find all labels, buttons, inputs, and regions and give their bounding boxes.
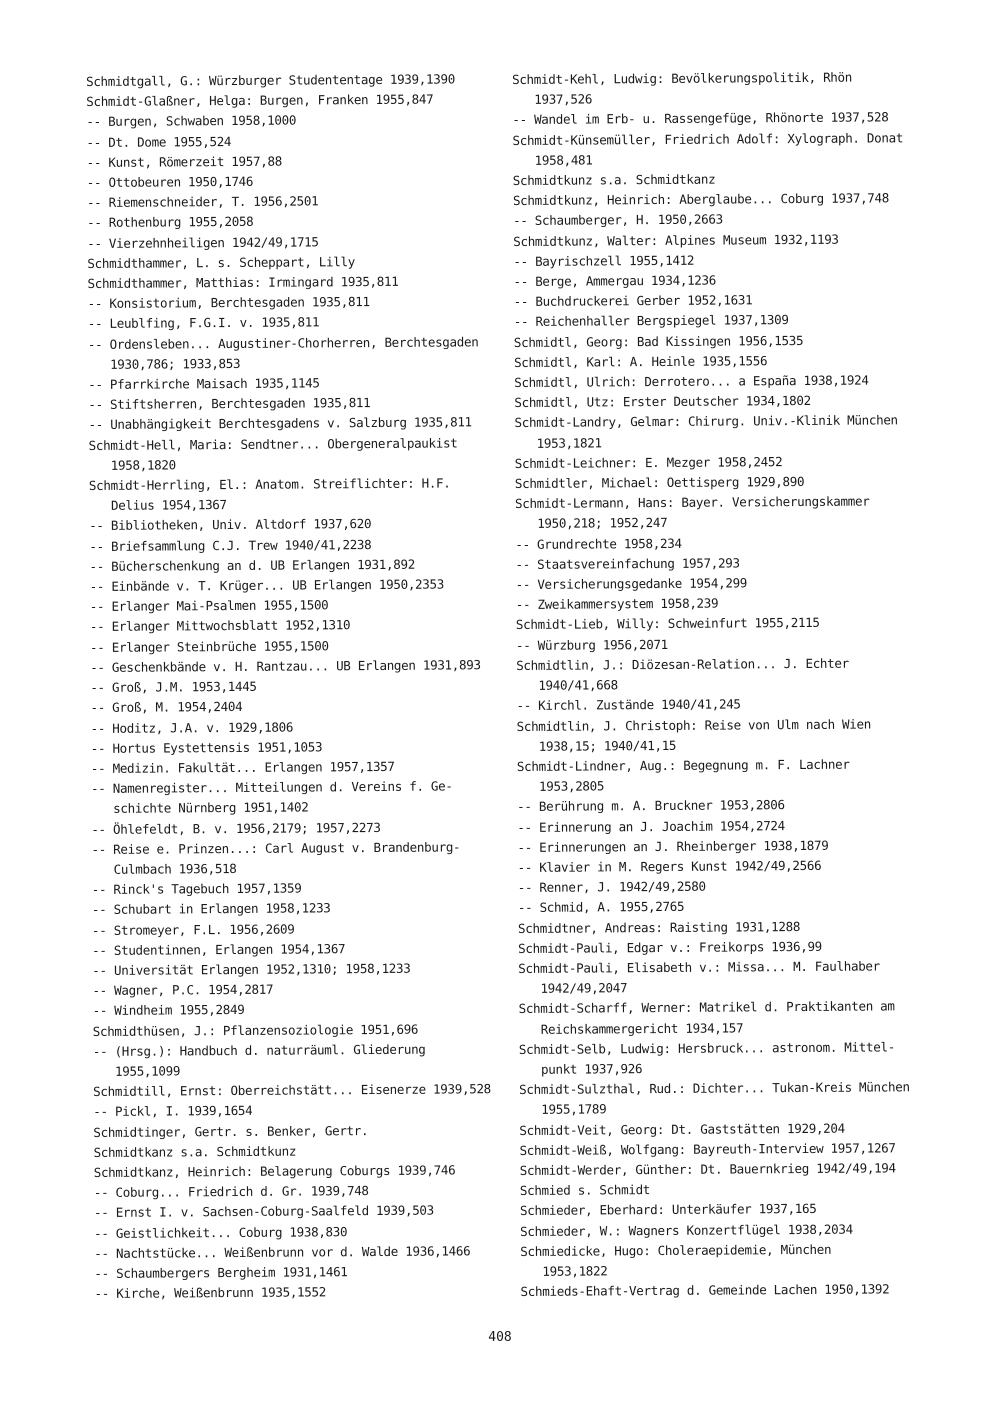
entry-text: Schmidthüsen, J.: Pflanzensoziologie 1951,696 [92, 1021, 419, 1039]
entry-text: -- Leublfing, F.G.I. v. 1935,811 [87, 314, 320, 332]
index-entry [514, 330, 914, 353]
entry-text: -- Berührung m. A. Bruckner 1953,2806 [517, 797, 785, 815]
index-subentry [94, 1241, 504, 1264]
entry-continuation: Culmbach 1936,518 [113, 860, 237, 877]
page-number: 408 [488, 1330, 512, 1345]
entry-text: Schmidtinger, Gertr. s. Benker, Gertr. [93, 1122, 369, 1140]
entry-text: -- Ottobeuren 1950,1746 [86, 173, 254, 191]
entry-text: -- Groß, M. 1954,2404 [90, 699, 243, 716]
index-subentry [94, 1261, 504, 1284]
entry-text: -- Rothenburg 1955,2058 [87, 214, 254, 231]
entry-text: Schmidtkunz s.a. Schmidtkanz [512, 171, 716, 189]
index-entry [93, 1079, 503, 1102]
index-entry [514, 411, 914, 454]
entry-text: Schmidt-Lieb, Willy: Schweinfurt 1955,2115 [515, 615, 820, 633]
entry-text: -- Grundrechte 1958,234 [515, 535, 682, 552]
index-subentry [92, 918, 502, 941]
index-subentry [87, 211, 497, 234]
index-subentry [87, 170, 497, 193]
entry-continuation: 1937,526 [534, 91, 593, 108]
entry-text: -- Erlanger Steinbrüche 1955,1500 [89, 638, 329, 655]
index-subentry [94, 1221, 504, 1244]
index-subentry [89, 514, 499, 537]
index-entry [89, 473, 499, 516]
entry-text: Schmidthammer, Matthias: Irmingard 1935,811 [87, 273, 399, 292]
index-entry [515, 451, 915, 474]
index-subentry [515, 532, 915, 555]
entry-text: Schmidtler, Michael: Oettisperg 1929,890 [514, 474, 805, 492]
index-subentry [93, 1099, 503, 1122]
index-entry [520, 1158, 920, 1181]
entry-text: -- Schmid, A. 1955,2765 [517, 899, 685, 916]
entry-text: -- Geistlichkeit... Coburg 1938,830 [94, 1223, 348, 1241]
entry-continuation: 1942/49,2047 [540, 980, 628, 996]
entry-text: Schmidtl, Utz: Erster Deutscher 1934,1802 [514, 393, 811, 411]
entry-text: Schmidtkanz s.a. Schmidtkunz [93, 1143, 297, 1160]
index-entry [518, 956, 918, 999]
entry-text: Schmieder, Eberhard: Unterkäufer 1937,165 [519, 1201, 817, 1219]
index-subentry [90, 695, 500, 718]
index-entry [514, 370, 914, 393]
entry-text: Schmidt-Lindner, Aug.: Begegnung m. F. Lachner [516, 756, 850, 774]
entry-text: -- Schubart in Erlangen 1958,1233 [91, 900, 331, 918]
entry-text: Schmidt-Kehl, Ludwig: Bevölkerungspolitik, Rhön [512, 69, 853, 87]
index-subentry [87, 231, 497, 254]
index-subentry [517, 815, 917, 838]
entry-text: -- Kunst, Römerzeit 1957,88 [86, 153, 282, 170]
entry-text: Schmidtkunz, Heinrich: Aberglaube... Coburg 1937,748 [512, 190, 890, 209]
entry-text: -- Medizin. Fakultät... Erlangen 1957,1357 [90, 758, 395, 776]
index-subentry [91, 837, 501, 880]
index-entry [512, 67, 912, 110]
index-subentry [517, 835, 917, 858]
entry-text: -- Konsistorium, Berchtesgaden 1935,811 [87, 294, 370, 312]
index-subentry [513, 269, 913, 292]
index-subentry [92, 998, 502, 1021]
index-subentry [88, 291, 498, 314]
index-entry [516, 653, 916, 696]
index-subentry [89, 534, 499, 557]
entry-continuation: schichte Nürnberg 1951,1402 [113, 799, 309, 817]
entry-continuation: 1955,1099 [114, 1063, 181, 1079]
entry-text: -- Renner, J. 1942/49,2580 [517, 878, 706, 896]
entry-text: -- Stiftsherren, Berchtesgaden 1935,811 [88, 395, 371, 413]
entry-text: Schmieds-Ehaft-Vertrag d. Gemeinde Lachen 1950,1392 [520, 1281, 890, 1300]
entry-text: -- Buchdruckerei Gerber 1952,1631 [513, 292, 753, 310]
index-subentry [86, 110, 496, 133]
entry-text: Schmied s. Schmidt [519, 1182, 651, 1199]
index-entry [515, 491, 915, 534]
entry-continuation: 1955,1789 [541, 1101, 607, 1118]
index-subentry [518, 896, 918, 919]
index-entry [93, 1120, 503, 1143]
index-entry [94, 1160, 504, 1183]
entry-text: -- Erlanger Mittwochsblatt 1952,1310 [89, 617, 351, 635]
entry-text: Schmidtkunz, Walter: Alpines Museum 1932,1193 [513, 231, 839, 249]
index-subentry [88, 392, 498, 415]
entry-text: Schmidt-Scharff, Werner: Matrikel d. Praktikanten am [518, 998, 895, 1017]
index-entry [518, 916, 918, 939]
entry-text: Schmidt-Hell, Maria: Sendtner... Obergeneralpaukist [88, 435, 458, 453]
entry-text: Schmidtl, Karl: A. Heinle 1935,1556 [513, 353, 768, 370]
index-subentry [94, 1180, 504, 1203]
index-subentry [516, 693, 916, 716]
entry-continuation: Reichskammergericht 1934,157 [540, 1019, 744, 1037]
index-subentry [90, 615, 500, 638]
entry-text: -- Ernst I. v. Sachsen-Coburg-Saalfeld 1939,503 [93, 1202, 434, 1221]
index-entry [87, 251, 497, 274]
entry-text: -- Nachtstücke... Weißenbrunn vor d. Walde 1936,1466 [94, 1243, 471, 1261]
index-entry [518, 936, 918, 959]
entry-text: -- Reichenhaller Bergspiegel 1937,1309 [513, 312, 789, 330]
index-entry [518, 997, 918, 1040]
index-subentry [512, 108, 912, 131]
entry-text: -- Schaumberger, H. 1950,2663 [513, 211, 723, 229]
index-entry [519, 1037, 919, 1080]
index-entry [520, 1279, 920, 1302]
entry-text: Schmidt-Künsemüller, Friedrich Adolf: Xylograph. Donat [512, 129, 904, 148]
entry-text: Schmidt-Werder, Günther: Dt. Bauernkrieg 1942/49,194 [519, 1160, 896, 1178]
entry-text: -- Hoditz, J.A. v. 1929,1806 [90, 719, 294, 736]
entry-text: -- Reise e. Prinzen...: Carl August v. Brandenburg- [91, 839, 461, 857]
index-subentry [90, 574, 500, 597]
entry-text: -- Pfarrkirche Maisach 1935,1145 [88, 375, 320, 393]
index-subentry [516, 633, 916, 656]
entry-text: -- Zweikammersystem 1958,239 [515, 595, 719, 613]
index-entry [87, 271, 497, 294]
left-index-column [86, 69, 505, 1304]
entry-text: -- Riemenschneider, T. 1956,2501 [86, 193, 319, 211]
entry-text: -- Klavier in M. Regers Kunst 1942/49,2566 [517, 857, 822, 875]
index-subentry [92, 958, 502, 981]
entry-text: -- Rinck's Tagebuch 1957,1359 [91, 880, 302, 898]
entry-text: -- Groß, J.M. 1953,1445 [90, 678, 257, 696]
index-entry [89, 433, 499, 476]
entry-continuation: 1953,2805 [538, 778, 605, 794]
index-subentry [516, 592, 916, 615]
entry-text: Schmidt-Herrling, El.: Anatom. Streiflichter: H.F. [88, 475, 451, 494]
entry-text: -- Wagner, P.C. 1954,2817 [92, 981, 274, 999]
index-entry [93, 1019, 503, 1042]
entry-text: Schmidtkanz, Heinrich: Belagerung Coburgs 1939,746 [93, 1162, 456, 1180]
entry-text: Schmidtlin, J.: Diözesan-Relation... J. Echter [516, 655, 849, 673]
index-entry [513, 168, 913, 191]
entry-text: -- Namenregister... Mitteilungen d. Vereins f. Ge- [90, 778, 453, 797]
index-subentry [88, 332, 498, 375]
index-subentry [91, 817, 501, 840]
index-entry [514, 350, 914, 373]
entry-text: -- Berge, Ammergau 1934,1236 [513, 272, 717, 290]
index-subentry [87, 190, 497, 213]
entry-text: -- Vierzehnheiligen 1942/49,1715 [87, 234, 319, 251]
index-subentry [518, 875, 918, 898]
index-entry [86, 69, 496, 92]
index-subentry [88, 413, 498, 436]
entry-continuation: 1958,1820 [110, 457, 176, 473]
entry-text: -- Erlanger Mai-Psalmen 1955,1500 [89, 597, 329, 615]
entry-text: -- Briefsammlung C.J. Trew 1940/41,2238 [89, 536, 372, 554]
entry-text: -- Ordensleben... Augustiner-Chorherren, Berchtesgaden [87, 333, 479, 352]
index-subentry [516, 572, 916, 595]
entry-text: Schmiedicke, Hugo: Choleraepidemie, München [520, 1241, 832, 1259]
index-subentry [518, 855, 918, 878]
entry-text: -- Burgen, Schwaben 1958,1000 [86, 112, 297, 130]
entry-text: Schmidt-Selb, Ludwig: Hersbruck... astronom. Mittel- [518, 1039, 895, 1057]
entry-text: Schmidt-Sulzthal, Rud.: Dichter... Tukan-Kreis München [519, 1079, 910, 1098]
index-subentry [90, 594, 500, 617]
entry-text: -- Bücherschenkung an d. UB Erlangen 1931,892 [89, 556, 415, 574]
entry-text: Schmidt-Lermann, Hans: Bayer. Versicherungskammer [514, 493, 870, 512]
entry-text: -- Schaumbergers Bergheim 1931,1461 [94, 1264, 348, 1281]
index-entry [513, 229, 913, 252]
index-subentry [88, 312, 498, 335]
index-entry [517, 714, 917, 757]
entry-text: -- Kirche, Weißenbrunn 1935,1552 [94, 1284, 327, 1302]
index-entry [513, 188, 913, 211]
index-subentry [90, 675, 500, 698]
entry-text: Schmidtgall, G.: Würzburger Studententage 1939,1390 [86, 71, 455, 89]
index-subentry [92, 897, 502, 920]
entry-text: -- Versicherungsgedanke 1954,299 [515, 575, 748, 593]
entry-text: Schmieder, W.: Wagners Konzertflügel 1938,2034 [520, 1221, 853, 1239]
entry-continuation: 1930,786; 1933,853 [109, 355, 241, 372]
index-subentry [91, 756, 501, 779]
entry-continuation: 1953,1821 [536, 435, 602, 451]
entry-text: -- Wandel im Erb- u. Rassengefüge, Rhönorte 1937,528 [512, 109, 889, 128]
entry-text: -- (Hrsg.): Handbuch d. naturräuml. Gliederung [92, 1041, 426, 1059]
entry-continuation: 1940/41,668 [538, 677, 618, 693]
index-subentry [91, 716, 501, 739]
entry-text: -- Hortus Eystettensis 1951,1053 [90, 739, 323, 756]
entry-text: -- Dt. Dome 1955,524 [86, 133, 232, 150]
index-subentry [94, 1281, 504, 1304]
entry-text: -- Unabhängigkeit Berchtesgadens v. Salzburg 1935,811 [88, 414, 472, 433]
index-subentry [86, 130, 496, 153]
index-entry [519, 1077, 919, 1120]
index-entry [93, 1140, 503, 1163]
entry-text: -- Würzburg 1956,2071 [515, 636, 668, 653]
index-subentry [90, 655, 500, 678]
entry-text: Schmidt-Pauli, Elisabeth v.: Missa... M. Faulhaber [518, 958, 880, 976]
index-entry [519, 1118, 919, 1141]
entry-text: -- Einbände v. T. Krüger... UB Erlangen 1950,2353 [89, 576, 445, 595]
index-entry [515, 471, 915, 494]
index-entry [517, 754, 917, 797]
right-index-column [512, 67, 921, 1302]
entry-continuation: 1958,481 [534, 152, 593, 168]
index-subentry [517, 795, 917, 818]
entry-continuation: 1950,218; 1952,247 [537, 515, 668, 532]
entry-continuation: Delius 1954,1367 [110, 497, 227, 514]
entry-text: -- Coburg... Friedrich d. Gr. 1939,748 [93, 1183, 369, 1201]
index-subentry [92, 877, 502, 900]
entry-text: -- Staatsvereinfachung 1957,293 [515, 555, 740, 572]
entry-continuation: 1938,15; 1940/41,15 [538, 737, 677, 754]
entry-text: Schmidt-Glaßner, Helga: Burgen, Franken 1955,847 [86, 91, 434, 110]
entry-text: Schmidtill, Ernst: Oberreichstätt... Eisenerze 1939,528 [93, 1081, 491, 1100]
index-entry [512, 128, 912, 171]
index-subentry [91, 736, 501, 759]
index-entry [516, 613, 916, 636]
entry-text: Schmidt-Weiß, Wolfgang: Bayreuth-Interview 1957,1267 [519, 1140, 896, 1158]
entry-text: -- Bibliotheken, Univ. Altdorf 1937,620 [89, 516, 372, 534]
entry-text: Schmidtl, Georg: Bad Kissingen 1956,1535 [513, 332, 804, 350]
index-subentry [515, 552, 915, 575]
index-subentry [513, 249, 913, 272]
index-entry [514, 390, 914, 413]
entry-continuation: punkt 1937,926 [540, 1061, 643, 1077]
entry-text: -- Erinnerungen an J. Rheinberger 1938,1879 [517, 837, 829, 855]
index-entry [520, 1178, 920, 1201]
entry-text: Schmidtner, Andreas: Raisting 1931,1288 [517, 918, 801, 936]
index-subentry [94, 1200, 504, 1223]
entry-text: -- Bayrischzell 1955,1412 [513, 252, 695, 269]
index-subentry [88, 372, 498, 395]
entry-text: -- Stromeyer, F.L. 1956,2609 [91, 921, 295, 938]
entry-text: -- Geschenkbände v. H. Rantzau... UB Erlangen 1931,893 [90, 657, 481, 675]
entry-text: Schmidt-Landry, Gelmar: Chirurg. Univ.-Klinik München [514, 412, 898, 431]
entry-text: Schmidt-Pauli, Edgar v.: Freikorps 1936,99 [518, 938, 822, 956]
entry-text: -- Kirchl. Zustände 1940/41,245 [516, 696, 741, 714]
entry-text: -- Studentinnen, Erlangen 1954,1367 [92, 940, 346, 958]
entry-text: -- Pickl, I. 1939,1654 [93, 1103, 253, 1120]
entry-text: Schmidt-Veit, Georg: Dt. Gaststätten 1929,204 [519, 1120, 845, 1138]
index-subentry [92, 938, 502, 961]
entry-text: Schmidtl, Ulrich: Derrotero... a España 1938,1924 [514, 372, 869, 391]
index-subentry [514, 289, 914, 312]
index-subentry [91, 776, 501, 819]
index-subentry [92, 978, 502, 1001]
entry-continuation: 1953,1822 [542, 1263, 608, 1279]
index-entry [520, 1239, 920, 1282]
index-entry [519, 1138, 919, 1161]
entry-text: -- Erinnerung an J. Joachim 1954,2724 [517, 817, 785, 835]
entry-text: Schmidtlin, J. Christoph: Reise von Ulm nach Wien [516, 716, 871, 734]
entry-text: -- Windheim 1955,2849 [92, 1002, 245, 1019]
entry-text: Schmidthammer, L. s. Scheppart, Lilly [87, 253, 355, 271]
entry-text: -- Öhlefeldt, B. v. 1956,2179; 1957,2273 [91, 819, 381, 837]
index-subentry [90, 635, 500, 658]
index-subentry [514, 310, 914, 333]
index-entry [520, 1219, 920, 1242]
entry-text: -- Universität Erlangen 1952,1310; 1958,1233 [92, 960, 411, 978]
index-entry [86, 89, 496, 112]
index-entry [520, 1199, 920, 1222]
entry-text: Schmidt-Leichner: E. Mezger 1958,2452 [514, 453, 783, 471]
index-subentry [87, 150, 497, 173]
index-subentry [513, 209, 913, 232]
index-subentry [93, 1039, 503, 1082]
index-subentry [89, 554, 499, 577]
